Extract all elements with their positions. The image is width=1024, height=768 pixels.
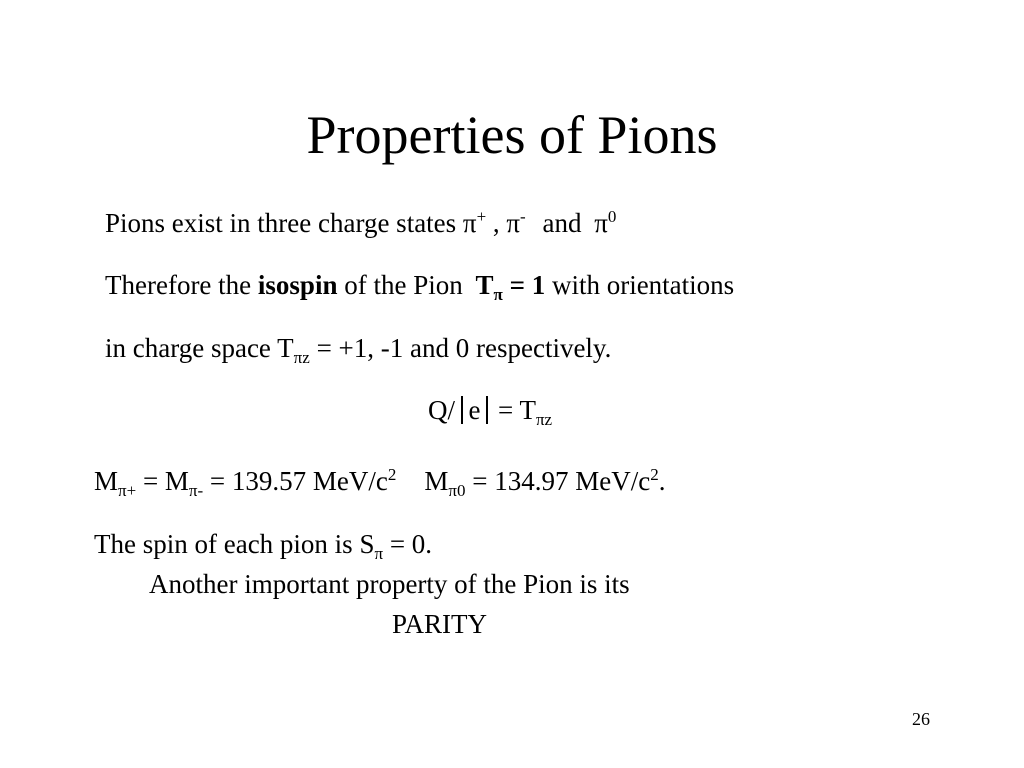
isospin-suffix: with orientations xyxy=(545,270,735,300)
isospin-T: T xyxy=(475,270,494,300)
spin-suffix: = 0. xyxy=(383,529,433,559)
orientations-prefix: in charge space T xyxy=(105,333,294,363)
plus-superscript: + xyxy=(476,207,487,226)
pi-subscript: π xyxy=(374,544,384,563)
formula-e: e xyxy=(468,395,481,425)
isospin-prefix: Therefore the xyxy=(105,270,258,300)
slide-title: Properties of Pions xyxy=(306,105,718,165)
parity-word: PARITY xyxy=(392,609,488,639)
abs-bar-left xyxy=(461,396,463,424)
spin-prefix: The spin of each pion is S xyxy=(94,529,375,559)
pi-z-subscript: πz xyxy=(293,348,310,367)
masses-line xyxy=(94,464,665,498)
formula-lhs: Q/ xyxy=(428,395,455,425)
pi-symbol: π xyxy=(506,208,521,238)
isospin-keyword: isospin xyxy=(257,270,338,300)
pi-symbol: π xyxy=(594,208,608,238)
orientations-suffix: = +1, -1 and 0 respectively. xyxy=(309,333,612,363)
formula-equals: = T xyxy=(497,395,536,425)
pi-symbol: π xyxy=(462,208,477,238)
orientations-line xyxy=(105,331,611,365)
minus-superscript: - xyxy=(520,207,526,226)
pi-minus-subscript: π- xyxy=(188,481,204,500)
pi-subscript: π xyxy=(493,285,503,304)
charge-states-text: Pions exist in three charge states xyxy=(105,208,463,238)
isospin-line xyxy=(105,268,734,302)
neutral-pion-mass: = 134.97 MeV/c xyxy=(465,466,651,496)
pi-zero-subscript: π0 xyxy=(448,481,466,500)
comma-separator: , xyxy=(486,208,507,238)
charged-pion-mass: = 139.57 MeV/c xyxy=(203,466,388,496)
isospin-equals-one: = 1 xyxy=(502,270,546,300)
pi-z-subscript: πz xyxy=(535,410,553,429)
c-squared-exponent: 2 xyxy=(650,465,659,484)
abs-bar-right xyxy=(486,396,488,424)
pi-plus-subscript: π+ xyxy=(118,481,137,500)
mass-symbol: M xyxy=(94,466,119,496)
charge-states-line xyxy=(105,206,616,240)
charge-formula xyxy=(428,393,552,427)
isospin-value xyxy=(475,270,546,304)
and-word: and xyxy=(535,208,589,238)
spin-line xyxy=(94,527,432,561)
mass-symbol: M xyxy=(424,466,449,496)
zero-superscript: 0 xyxy=(607,207,617,226)
isospin-middle: of the Pion xyxy=(337,270,470,300)
parity-intro-line: Another important property of the Pion is its xyxy=(149,569,630,599)
mass-equals: = M xyxy=(136,466,189,496)
page-number: 26 xyxy=(912,709,930,729)
sentence-end: . xyxy=(658,466,666,496)
c-squared-exponent: 2 xyxy=(387,465,397,484)
